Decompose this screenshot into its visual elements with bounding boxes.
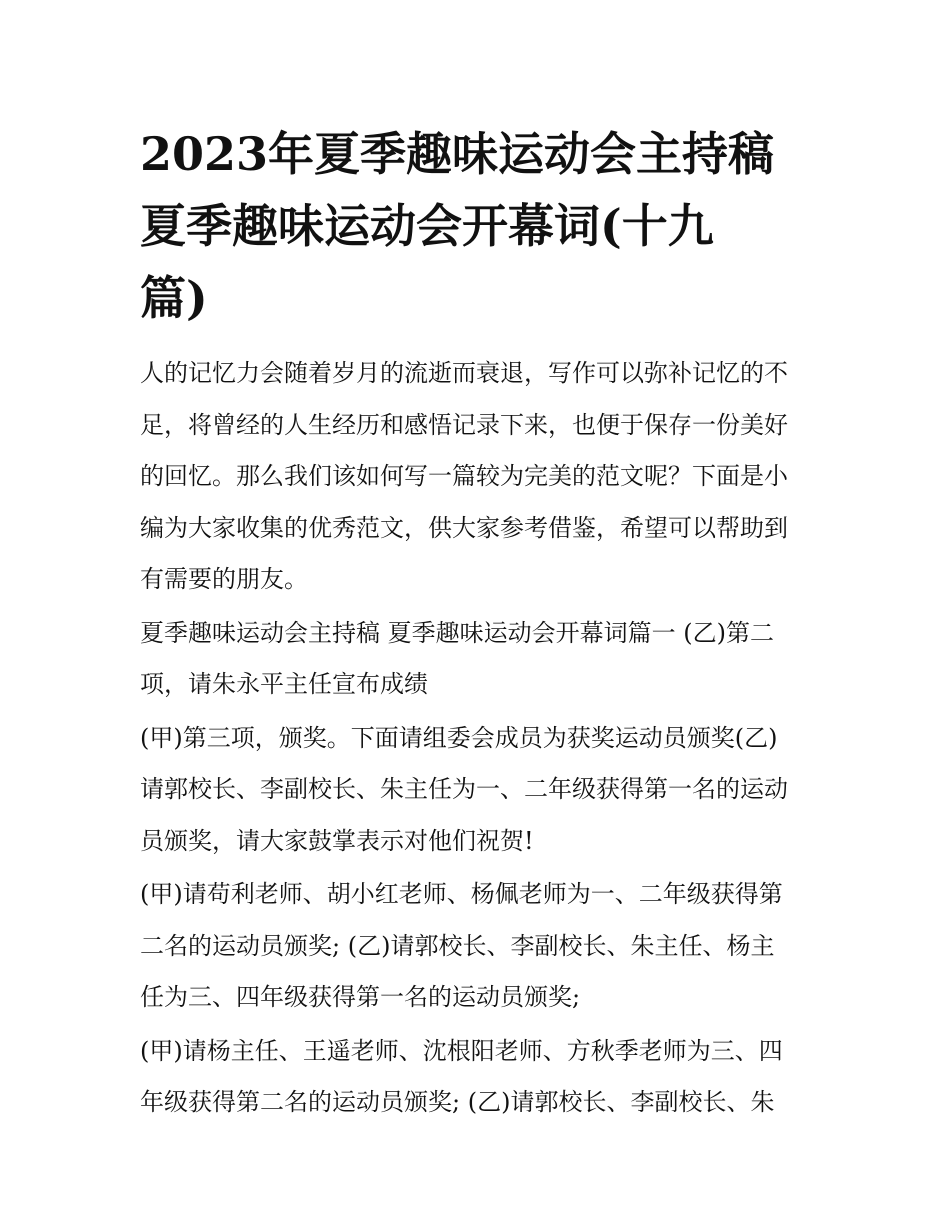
text-line: 项，请朱永平主任宣布成绩 [140, 670, 428, 698]
text-line: 请郭校长、李副校长、朱主任为一、二年级获得第一名的运动 [140, 775, 788, 803]
body-paragraph [140, 1026, 820, 1129]
document-body [140, 348, 820, 1129]
text-line: 人的记忆力会随着岁月的流逝而衰退，写作可以弥补记忆的不 [140, 359, 788, 387]
document-title [140, 118, 820, 334]
body-paragraph [140, 713, 820, 868]
text-line: 有需要的朋友。 [140, 565, 308, 593]
text-line: 的回忆。那么我们该如何写一篇较为完美的范文呢？下面是小 [140, 462, 788, 490]
title-line: 篇) [140, 271, 208, 325]
text-line: 任为三、四年级获得第一名的运动员颁奖; [140, 983, 581, 1011]
title-line: 2023年夏季趣味运动会主持稿 [140, 127, 775, 181]
text-line: (甲)第三项，颁奖。下面请组委会成员为获奖运动员颁奖(乙) [140, 723, 778, 752]
text-line: 员颁奖，请大家鼓掌表示对他们祝贺! [140, 826, 534, 855]
intro-paragraph [140, 348, 820, 606]
section-paragraph [140, 608, 820, 711]
text-line: 夏季趣味运动会主持稿 夏季趣味运动会开幕词篇一 (乙)第二 [140, 618, 774, 647]
title-line: 夏季趣味运动会开幕词(十九 [140, 199, 714, 253]
text-line: 足，将曾经的人生经历和感悟记录下来，也便于保存一份美好 [140, 410, 788, 439]
text-line: 二名的运动员颁奖; (乙)请郭校长、李副校长、朱主任、杨主 [140, 931, 775, 960]
text-line: 年级获得第二名的运动员颁奖; (乙)请郭校长、李副校长、朱 [140, 1088, 775, 1116]
text-line: (甲)请苟利老师、胡小红老师、杨佩老师为一、二年级获得第 [140, 880, 783, 908]
document-page [140, 118, 820, 1131]
body-paragraph [140, 869, 820, 1024]
text-line: (甲)请杨主任、王遥老师、沈根阳老师、方秋季老师为三、四 [140, 1036, 783, 1065]
text-line: 编为大家收集的优秀范文，供大家参考借鉴，希望可以帮助到 [140, 513, 788, 542]
